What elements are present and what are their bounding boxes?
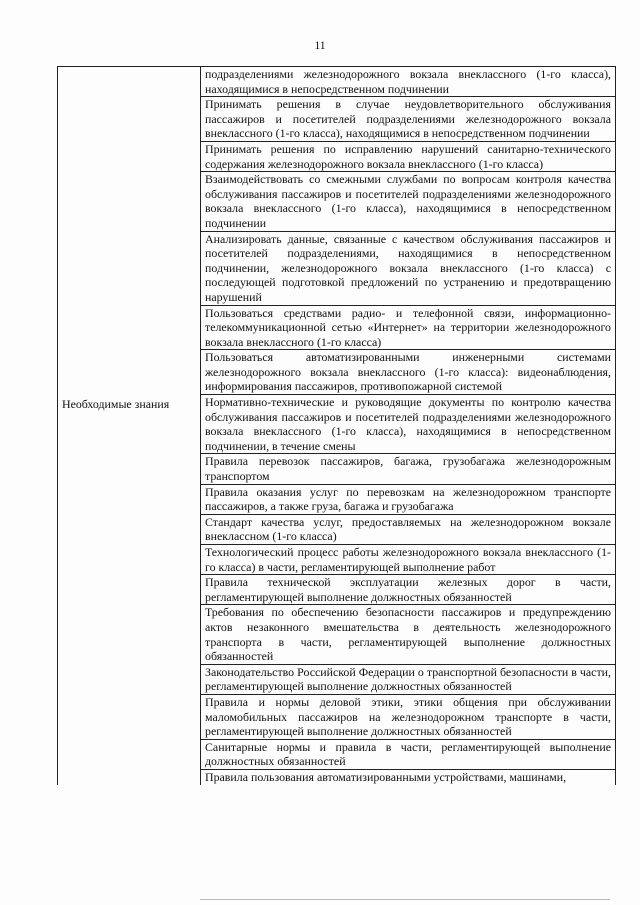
page-number: 11 [314,40,326,52]
table-row [58,67,616,97]
section-label: Необходимые знания [58,395,201,785]
table-cell-item: Стандарт качества услуг, предоставляемых на железнодорожном вокзале внеклассном (1-го класса) [201,514,616,544]
table-cell-item: Законодательство Российской Федерации о транспортной безопасности в части, регламентирующей выполнение должностных обязанностей [201,664,616,694]
table-cell-item: Правила пользования автоматизированными устройствами, машинами, [201,769,616,784]
table-cell-item: Требования по обеспечению безопасности пассажиров и предупреждению актов незаконного вмешательства в деятельность железнодорожного транспорта в части, регламентирующей выполнение должностных обязанностей [201,605,616,664]
competency-table [57,66,616,785]
table-cell-item: Пользоваться автоматизированными инженерными системами железнодорожного вокзала внеклассного (1-го класса): видеонаблюдения, информирования пассажиров, противопожарной системой [201,350,616,395]
table-cell-item: Правила и нормы деловой этики, этики общения при обслуживании маломобильных пассажиров на железнодорожном транспорте в части, регламентирующей выполнение должностных обязанностей [201,694,616,739]
table-cell-item: Санитарные нормы и правила в части, регламентирующей выполнение должностных обязанностей [201,739,616,769]
table-cell-item: Взаимодействовать со смежными службами по вопросам контроля качества обслуживания пассажиров и посетителей подразделениями железнодорожного вокзала внеклассного (1-го класса), находящимися в непосредственном подчинении [201,172,616,231]
table-cell-item: Нормативно-технические и руководящие документы по контролю качества обслуживания пассажиров и посетителей подразделениями железнодорожного вокзала внеклассного (1-го класса), находящимися в непосредственном подчинении, в течение смены [201,395,616,454]
table-cell-item: Принимать решения в случае неудовлетворительного обслуживания пассажиров и посетителей подразделениями железнодорожного вокзала внеклассного (1-го класса), находящимися в непосредственном подчинении [201,97,616,142]
table-cell-item: Принимать решения по исправлению нарушений санитарно-технического содержания железнодорожного вокзала внеклассного (1-го класса) [201,141,616,171]
table-cell-item: Анализировать данные, связанные с качеством обслуживания пассажиров и посетителей подразделениями, находящимися в непосредственном подчинении, железнодорожного вокзала внеклассного (1-го класса) с последующей подготовкой предложений по устранению и предотвращению нарушений [201,231,616,305]
competency-table-body [58,67,616,785]
table-cell-item: Технологический процесс работы железнодорожного вокзала внеклассного (1-го класса) в части, регламентирующей выполнение работ [201,545,616,575]
table-cell-item: Правила технической эксплуатации железных дорог в части, регламентирующей выполнение должностных обязанностей [201,575,616,605]
page-bottom-edge [200,899,610,900]
table-cell-item: Правила перевозок пассажиров, багажа, грузобагажа железнодорожным транспортом [201,454,616,484]
table-cell-item: подразделениями железнодорожного вокзала внеклассного (1-го класса), находящимися в непосредственном подчинении [201,67,616,97]
table-cell-item: Пользоваться средствами радио- и телефонной связи, информационно-телекоммуникационной сетью «Интернет» на территории железнодорожного вокзала внеклассного (1-го класса) [201,305,616,350]
table-cell-item: Правила оказания услуг по перевозкам на железнодорожном транспорте пассажиров, а также груза, багажа и грузобагажа [201,484,616,514]
section-label [58,67,201,395]
table-row [58,395,616,454]
